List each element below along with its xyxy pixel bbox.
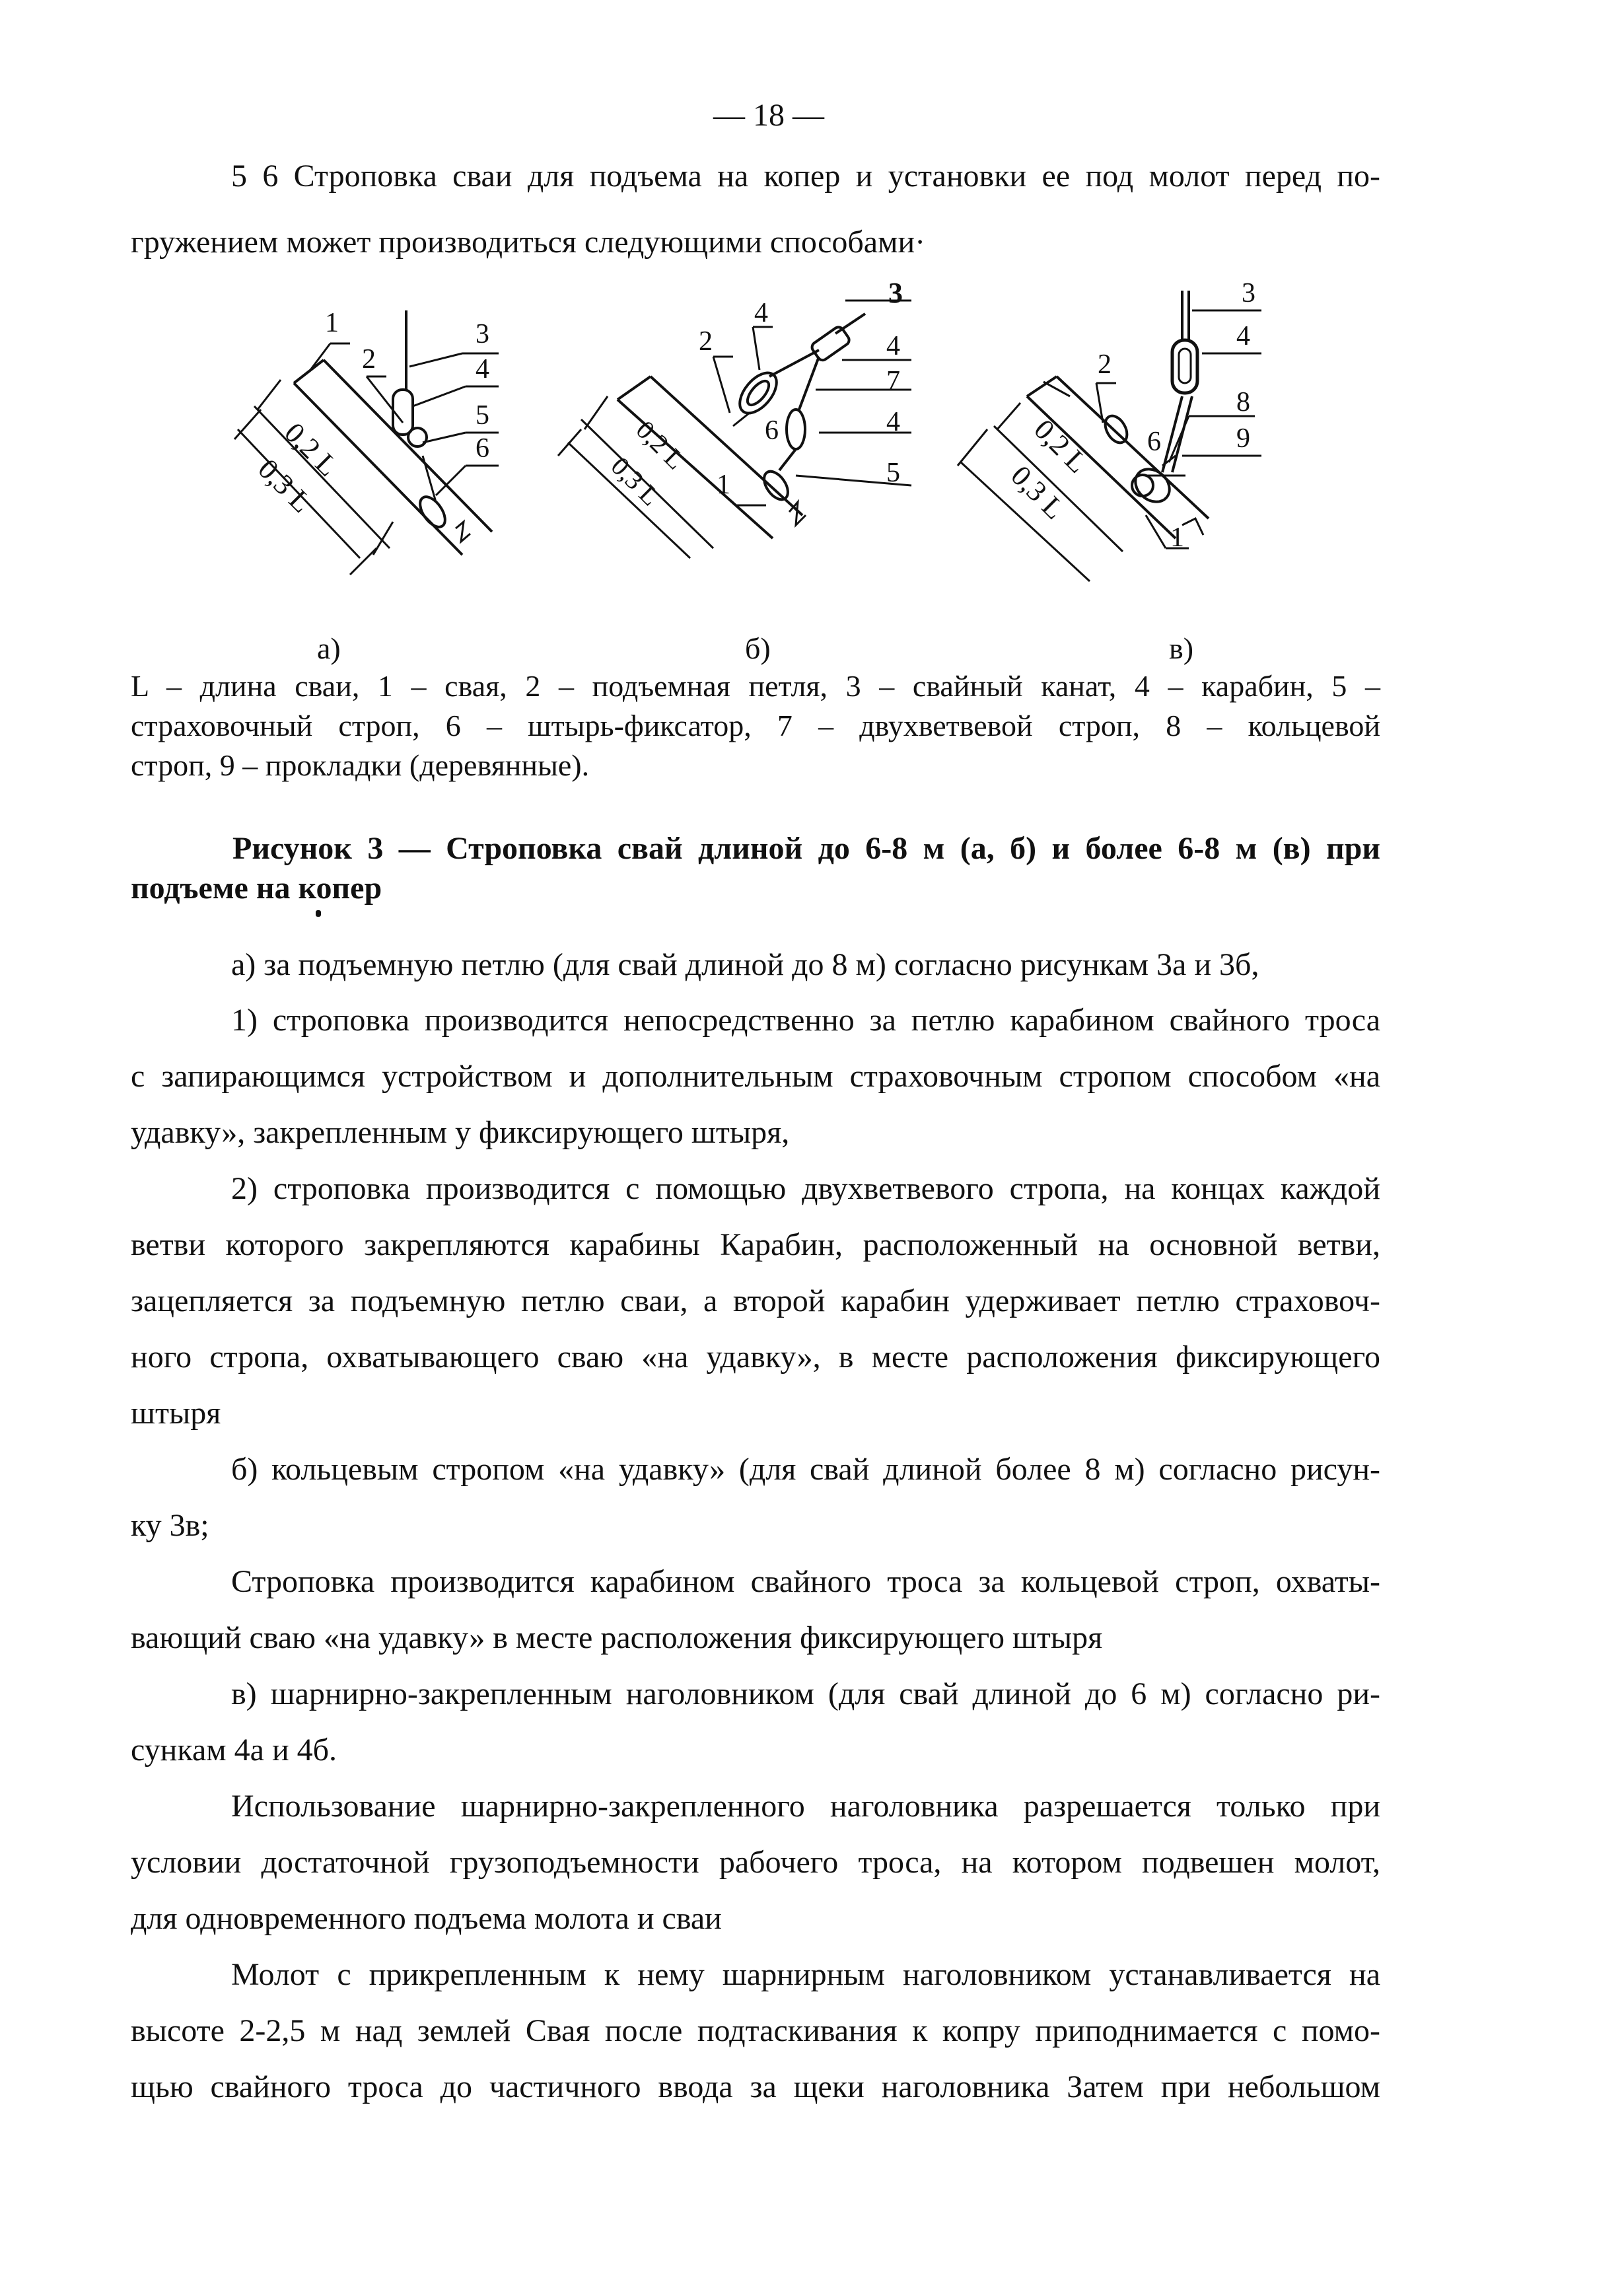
figure-c-dim-03: 0,3 L <box>1005 459 1071 526</box>
figure-c-label-1: 1 <box>1170 522 1184 553</box>
scan-dot <box>316 910 321 917</box>
figure-b-dim-02: 0,2 L <box>630 414 691 476</box>
figure-b-label-6: 6 <box>765 415 779 446</box>
body-line-17: условии достаточной грузоподъемности рабочего троса, на котором подвешен молот, <box>131 1845 1380 1880</box>
figure-b-caption: б) <box>745 631 771 665</box>
figure-title-line-2: подъеме на копер <box>131 871 382 906</box>
body-line-15: сункам 4а и 4б. <box>131 1732 337 1768</box>
figure-b-label-2: 2 <box>699 326 713 357</box>
body-line-10: б) кольцевым стропом «на удавку» (для свай длиной более 8 м) согласно рисун- <box>231 1452 1380 1487</box>
body-line-18: для одновременного подъема молота и сваи <box>131 1901 722 1936</box>
intro-line-2: гружением может производиться следующими способами· <box>131 225 926 260</box>
figure-c-dim-02: 0,2 L <box>1028 413 1094 480</box>
figure-c-label-2: 2 <box>1098 349 1112 380</box>
figure-b-dim-03: 0,3 L <box>605 450 666 512</box>
body-line-5: 2) строповка производится с помощью двухветвевого стропа, на концах каждой <box>231 1171 1380 1206</box>
figure-b-label-5: 5 <box>886 458 900 488</box>
body-line-3: с запирающимся устройством и дополнительным страховочным стропом способом «на <box>131 1059 1380 1094</box>
figure-a-label-2: 2 <box>362 344 376 375</box>
body-line-8: ного стропа, охватывающего сваю «на удавку», в месте расположения фиксирующего <box>131 1339 1380 1375</box>
body-line-16: Использование шарнирно-закрепленного наголовника разрешается только при <box>231 1789 1380 1824</box>
figure-b-label-3: 3 <box>888 277 903 309</box>
intro-line-1: 5 6 Строповка сваи для подъема на копер и установки ее под молот перед по- <box>231 159 1380 194</box>
body-line-21: щью свайного троса до частичного ввода за щеки наголовника Затем при небольшом <box>131 2069 1380 2104</box>
figure-a-label-3: 3 <box>476 319 489 349</box>
legend-line-2: страховочный строп, 6 – штырь-фиксатор, 7 – двухветвевой строп, 8 – кольцевой <box>131 709 1380 742</box>
figure-c-label-3: 3 <box>1242 278 1255 308</box>
body-line-14: в) шарнирно-закрепленным наголовником (для свай длиной до 6 м) согласно ри- <box>231 1676 1380 1711</box>
body-line-19: Молот с прикрепленным к нему шарнирным наголовником устанавливается на <box>231 1957 1380 1992</box>
body-line-1: а) за подъемную петлю (для свай длиной до 8 м) согласно рисункам 3а и 3б, <box>231 947 1259 982</box>
body-line-12: Строповка производится карабином свайного троса за кольцевой строп, охваты- <box>231 1564 1380 1599</box>
body-line-7: зацепляется за подъемную петлю сваи, а второй карабин удерживает петлю страховоч- <box>131 1283 1380 1318</box>
figure-c-caption: в) <box>1169 631 1194 665</box>
figure-b-label-1: 1 <box>717 470 730 500</box>
figure-a-label-5: 5 <box>476 400 489 431</box>
figure-a-label-4: 4 <box>476 354 489 384</box>
figure-b-label-4-low: 4 <box>886 407 900 437</box>
figure-a-label-1: 1 <box>325 308 339 338</box>
figure-c-label-9: 9 <box>1236 423 1250 454</box>
legend-line-1: L – длина сваи, 1 – свая, 2 – подъемная петля, 3 – свайный канат, 4 – карабин, 5 – <box>131 669 1380 703</box>
figure-b-label-4-top: 4 <box>754 298 768 328</box>
body-line-6: ветви которого закрепляются карабины Карабин, расположенный на основной ветви, <box>131 1227 1380 1262</box>
figure-c-label-6: 6 <box>1147 427 1161 457</box>
figure-b-label-4-mid: 4 <box>886 331 900 361</box>
body-line-13: вающий сваю «на удавку» в месте расположения фиксирующего штыря <box>131 1620 1103 1655</box>
figure-c-label-4: 4 <box>1236 321 1250 351</box>
figure-a-dim-03: 0,3 L <box>252 452 318 519</box>
body-line-2: 1) строповка производится непосредственно за петлю карабином свайного троса <box>231 1003 1380 1038</box>
legend-line-3: строп, 9 – прокладки (деревянные). <box>131 748 590 782</box>
body-line-9: штыря <box>131 1396 221 1431</box>
body-line-4: удавку», закрепленным у фиксирующего штыря, <box>131 1115 790 1150</box>
figure-b-label-7: 7 <box>886 366 900 396</box>
figure-a-dim-02: 0,2 L <box>278 416 345 483</box>
figure-c-label-8: 8 <box>1236 387 1250 417</box>
figure-title-line-1: Рисунок 3 — Строповка свай длиной до 6-8 м (а, б) и более 6-8 м (в) при <box>232 831 1380 866</box>
page-number: — 18 — <box>713 98 824 133</box>
figure-a-label-6: 6 <box>476 433 489 464</box>
figure-a-caption: а) <box>317 631 341 665</box>
body-line-20: высоте 2-2,5 м над землей Свая после подтаскивания к копру приподнимается с помо- <box>131 2013 1380 2048</box>
body-line-11: ку 3в; <box>131 1508 209 1543</box>
